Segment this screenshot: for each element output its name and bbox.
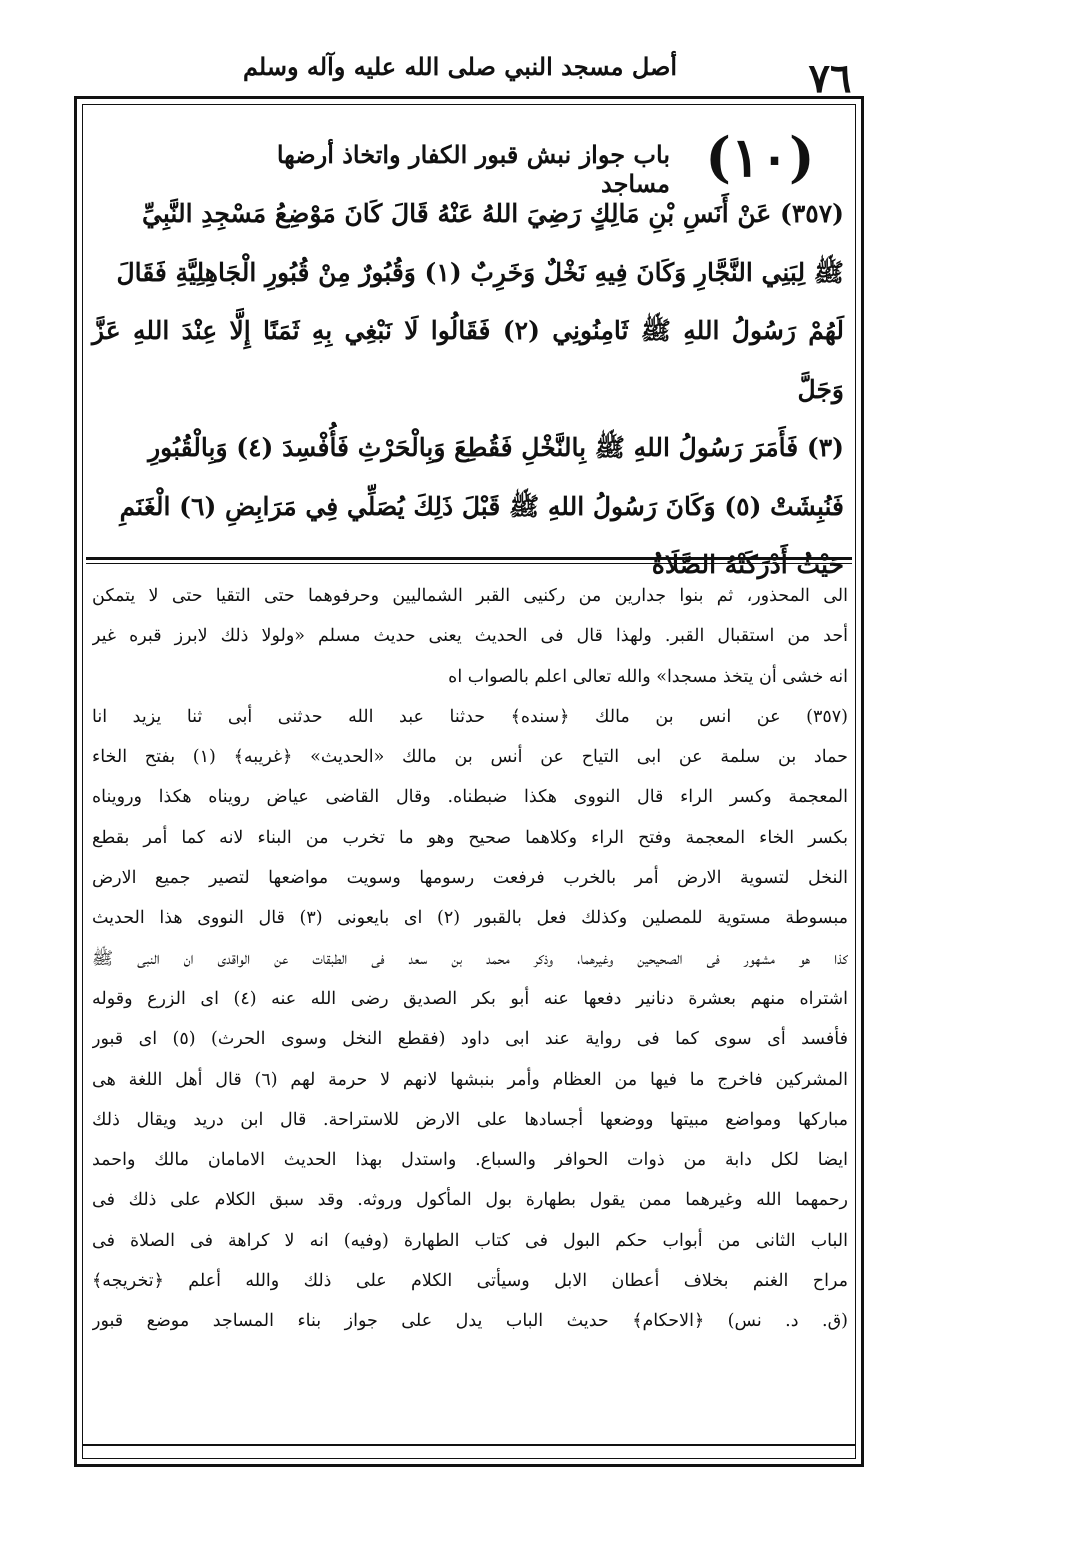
commentary-line: مراح الغنم بخلاف أعطان الابل وسيأتى الكلام على ذلك والله أعلم ﴿تخريجه﴾ [92,1271,848,1292]
hadith-line: (٣) فَأَمَرَ رَسُولُ اللهِ ﷺ بِالنَّخْلِ فَقُطِعَ وَبِالْحَرْثِ فَأُفْسِدَ (٤) وَبِالْقُبُورِ [148,433,844,462]
commentary-line: أحد من استقبال القبر. ولهذا قال فى الحديث يعنى حديث مسلم «ولولا ذلك لابرز قبره غير [92,626,848,647]
hadith-line: ﷺ لِبَنِي النَّجَّارِ وَكَانَ فِيهِ نَخْلٌ وَخَرِبٌ (١) وَقُبُورٌ مِنْ قُبُورِ الْجَاهِلِيَّةِ فَقَالَ [116,257,844,287]
hadith-line: لَهُمْ رَسُولُ اللهِ ﷺ ثَامِنُونِي (٢) فَقَالُوا لَا نَبْغِي بِهِ ثَمَنًا إِلَّا عِنْدَ اللهِ عَزَّ وَجَلَّ [92,316,844,404]
separator-rule-thin [86,563,852,564]
hadith-line: حَيْثُ أَدْرَكَتْهُ الصَّلَاةُ [651,550,844,579]
commentary-line: فأفسد أى سوى كما فى رواية عند ابى داود (فقطع النخل وسوى الحرث) (٥) اى قبور [92,1029,848,1050]
running-title: أصل مسجد النبي صلى الله عليه وآله وسلم [242,52,678,81]
commentary-line: كذا هو مشهور فى الصحيحين وغيرهما، وذكر محمد بن سعد فى الطبقات عن الواقدى ان النبى ﷺ [92,948,848,969]
commentary-line: مباركها ومواضع مبيتها ووضعها أجسادها على الارض للاستراحة. قال ابن دريد ويقال ذلك [92,1109,848,1130]
chapter-title: باب جواز نبش قبور الكفار واتخاذ أرضها مساجد [276,140,670,198]
commentary-line: انه خشى أن يتخذ مسجدا» والله تعالى اعلم بالصواب اه [448,666,848,687]
commentary-line: حماد بن سلمة عن ابى التياح عن أنس بن مالك «الحديث» ﴿غريبه﴾ (١) بفتح الخاء [92,747,848,768]
commentary-line: مبسوطة مستوية للمصلين وكذلك فعل بالقبور (٢) اى بايعونى (٣) قال النووى هذا الحديث [92,908,848,929]
commentary-line: النخل لتسوية الارض أمر بالخرب فرفعت رسومها وسويت مواضعها لتصير جميع الارض [92,868,848,889]
commentary-line: اشتراه منهم بعشرة دنانير دفعها عنه أبو بكر الصديق رضى الله عنه (٤) اى الزرع وقوله [92,988,848,1009]
hadith-line: (٣٥٧) عَنْ أَنَسِ بْنِ مَالِكٍ رَضِيَ اللهُ عَنْهُ قَالَ كَانَ مَوْضِعُ مَسْجِدِ النَّبِيِّ [142,199,844,228]
hadith-line: فَنُبِشَتْ (٥) وَكَانَ رَسُولُ اللهِ ﷺ قَبْلَ ذَلِكَ يُصَلِّي فِي مَرَابِضِ (٦) الْغَنَمِ [119,491,844,521]
separator-rule [86,557,852,560]
commentary-line: بكسر الخاء المعجمة وفتح الراء وكلاهما صحيح وهو ما تخرب من البناء لانه كما أمر بقطع [92,827,848,848]
commentary-line: الى المحذور، ثم بنوا جدارين من ركنيى القبر الشماليين وحرفوهما حتى التقيا حتى لا يتمكن [92,586,848,606]
commentary-line: المشركين فاخرج ما فيها من العظام وأمر بنبشها لانهم لا حرمة لهم (٦) قال أهل اللغة هى [92,1069,848,1090]
commentary-line: (ق. د. نس) ﴿الاحكام﴾ حديث الباب يدل على جواز بناء المساجد موضع قبور [92,1311,848,1332]
page-number: ٧٦ [808,55,852,102]
chapter-number: (١٠) [705,125,815,189]
commentary-line: الباب الثانى من أبواب حكم البول فى كتاب الطهارة (وفيه) انه لا كراهة فى الصلاة فى [92,1230,848,1251]
commentary-line: المعجمة وكسر الراء قال النووى هكذا ضبطناه. وقال القاضى عياض رويناه هكذا ورويناه [92,787,848,808]
commentary-line: رحمهما الله وغيرهما ممن يقول بطهارة بول المأكول وروثه. وقد سبق الكلام على ذلك فى [92,1190,848,1211]
commentary-line: (٣٥٧) عن انس بن مالك ﴿سنده﴾ حدثنا عبد الله حدثنى أبى ثنا يزيد انا [92,706,848,727]
bottom-rule [82,1444,856,1446]
hadith-text [92,185,844,595]
commentary-line: ايضا لكل دابة من ذوات الحوافر والسباع. واستدل بهذا الحديث الامامان مالك واحمد [92,1150,848,1171]
commentary-text [92,576,848,1342]
